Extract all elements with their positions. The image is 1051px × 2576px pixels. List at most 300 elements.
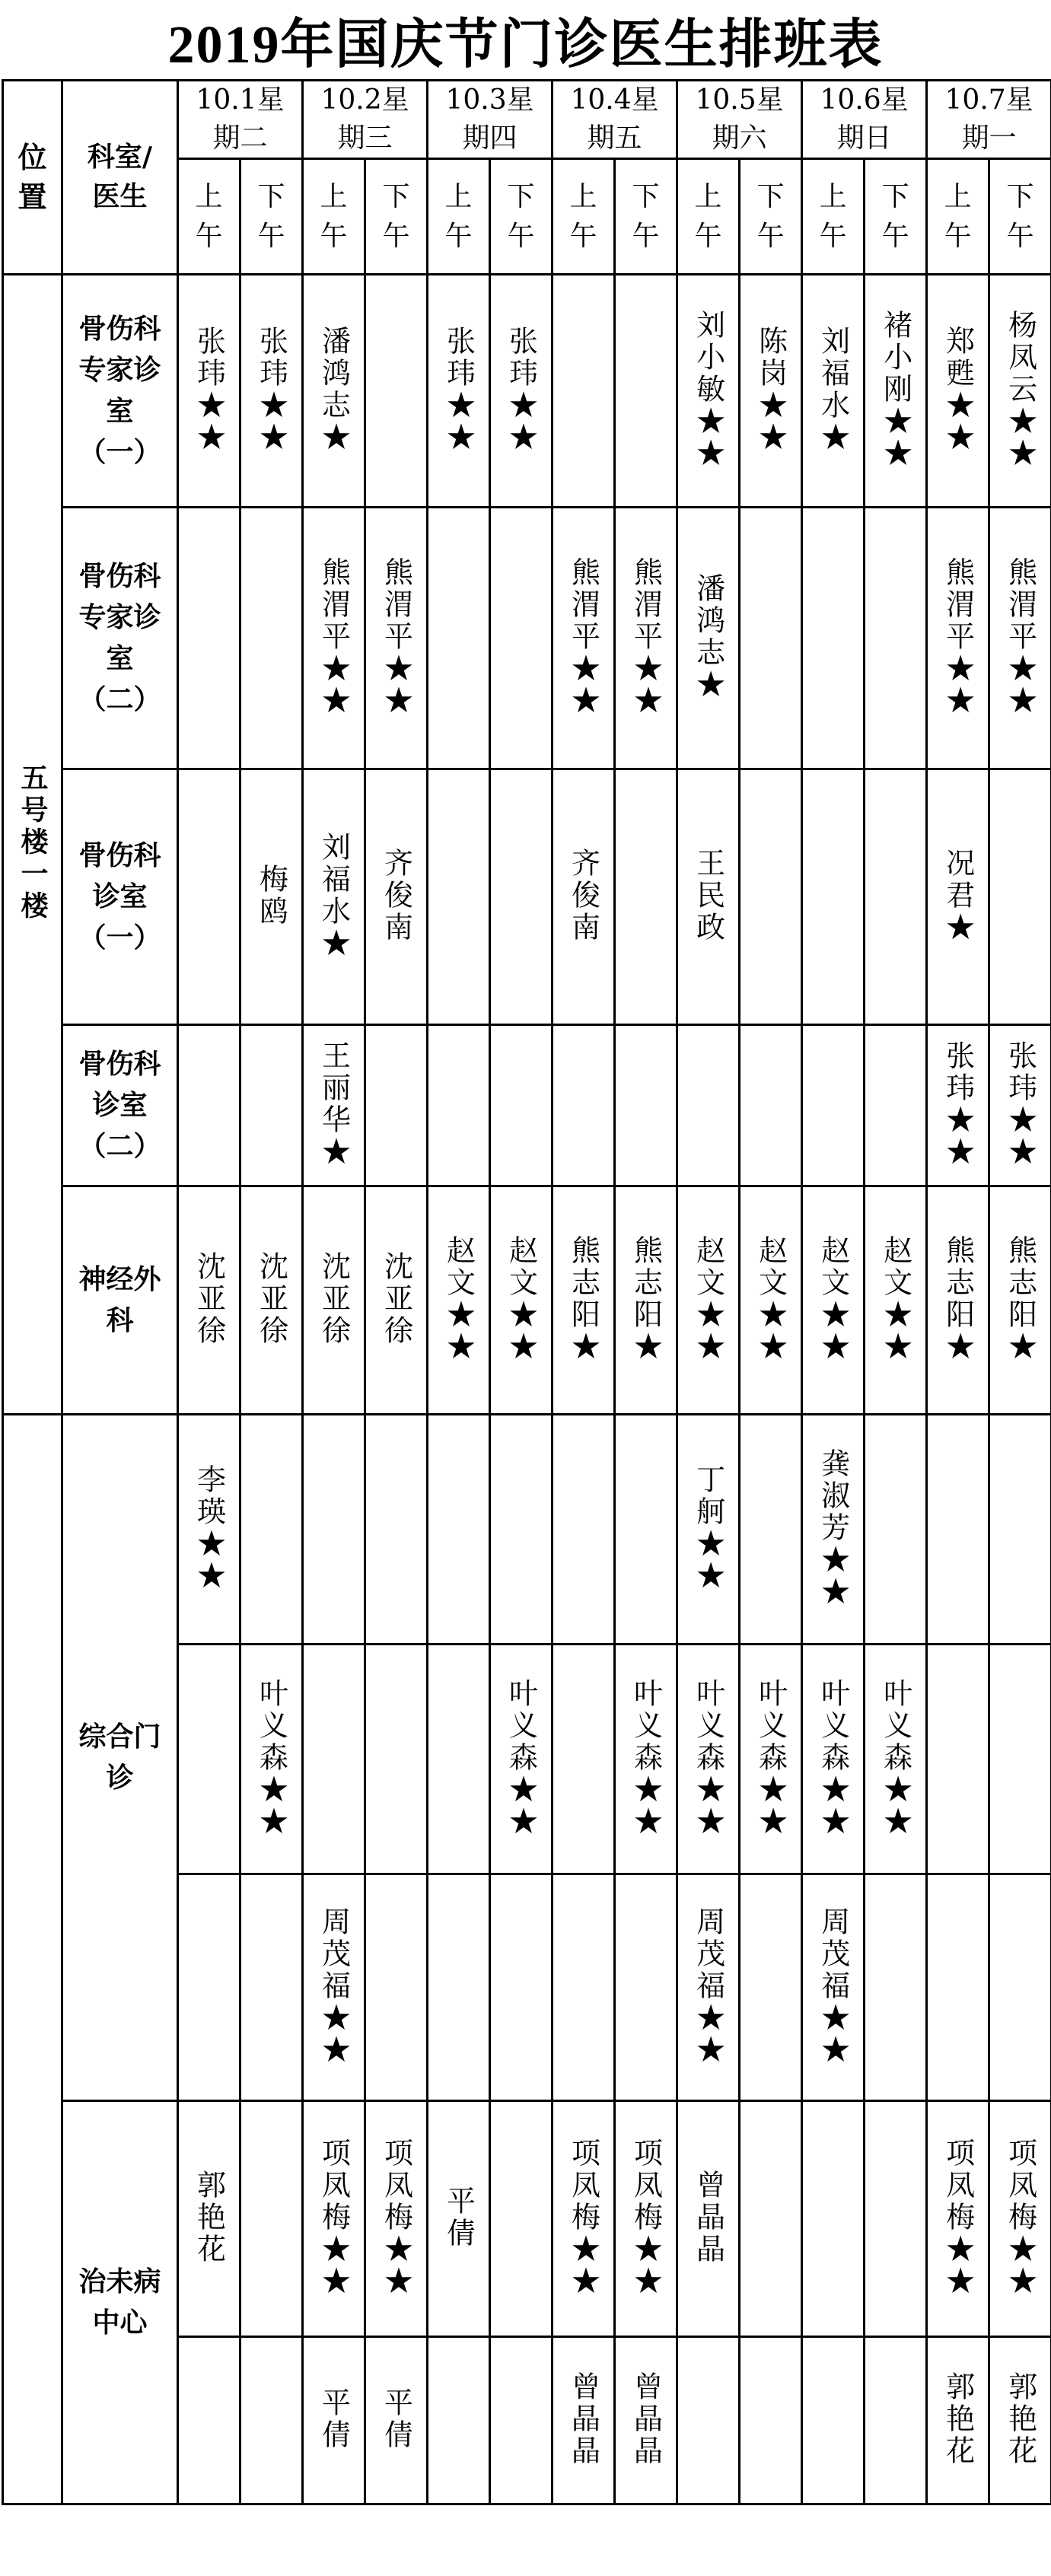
schedule-cell: [740, 2101, 802, 2337]
date-header-1: [178, 81, 303, 159]
doctor-name: 郭艳花: [941, 2371, 975, 2467]
doctor-name: 张玮★★: [941, 1040, 975, 1168]
schedule-cell: [553, 1645, 615, 1874]
doctor-name: 叶义森★★: [254, 1677, 288, 1838]
table-row: [3, 2101, 1051, 2337]
schedule-cell: [865, 2101, 927, 2337]
schedule-cell: [365, 2101, 428, 2337]
doctor-name: 沈亚徐: [254, 1250, 288, 1347]
department-name-line: （一）: [78, 922, 161, 954]
schedule-cell: [553, 1025, 615, 1186]
morning-header-line: 上: [819, 180, 847, 212]
doctor-name: 熊渭平★★: [317, 556, 351, 717]
schedule-cell: [303, 2337, 365, 2504]
afternoon-header: [240, 159, 303, 275]
schedule-cell: [490, 1025, 553, 1186]
schedule-cell: [303, 508, 365, 769]
doctor-name: 周茂福★★: [317, 1906, 351, 2066]
position-header-label: 位置: [18, 141, 47, 214]
department-name-line: （二）: [78, 683, 161, 715]
schedule-cell: [240, 275, 303, 508]
department-name-line: 室: [106, 395, 134, 427]
schedule-cell: [178, 508, 240, 769]
date-header-7-line: 10.7星: [944, 84, 1033, 116]
doctor-name: 熊渭平★★: [1003, 556, 1037, 717]
schedule-cell: [865, 275, 927, 508]
department-name-line: 中心: [92, 2307, 148, 2339]
afternoon-header-line: 下: [881, 180, 909, 212]
schedule-cell: [615, 508, 677, 769]
schedule-cell: [677, 1874, 740, 2101]
schedule-cell: [989, 1415, 1051, 1645]
morning-header-line: 上: [694, 180, 722, 212]
department-name-line: 专家诊: [78, 601, 161, 633]
schedule-cell: [553, 275, 615, 508]
schedule-cell: [178, 769, 240, 1025]
morning-header-line: 午: [195, 220, 223, 252]
doctor-name: 叶义森★★: [504, 1677, 538, 1838]
department-name-line: （一）: [78, 436, 161, 468]
schedule-cell: [989, 1025, 1051, 1186]
schedule-cell: [740, 275, 802, 508]
date-header-7-line: 期一: [961, 123, 1017, 154]
schedule-cell: [927, 1186, 989, 1415]
schedule-cell: [927, 2101, 989, 2337]
schedule-cell: [490, 769, 553, 1025]
schedule-cell: [615, 2337, 677, 2504]
doctor-name: 赵文★★: [753, 1234, 788, 1363]
morning-header-line: 上: [569, 180, 597, 212]
doctor-name: 平倩: [379, 2387, 413, 2451]
schedule-cell: [365, 1645, 428, 1874]
doctor-name: 项凤梅★★: [1003, 2137, 1037, 2297]
date-header-5-line: 10.5星: [695, 84, 784, 116]
schedule-cell: [553, 1415, 615, 1645]
doctor-name: 况君★: [941, 847, 975, 944]
schedule-cell: [927, 275, 989, 508]
date-header-2-line: 10.2星: [320, 84, 409, 116]
dept-doctor-header-line: 医生: [92, 181, 148, 212]
table-row: [3, 769, 1051, 1025]
schedule-cell: [677, 1025, 740, 1186]
schedule-cell: [865, 1186, 927, 1415]
schedule-cell: [615, 1415, 677, 1645]
doctor-name: 赵文★★: [441, 1234, 476, 1363]
schedule-cell: [428, 1415, 490, 1645]
date-header-2-line: 期三: [337, 123, 393, 154]
schedule-cell: [865, 1025, 927, 1186]
doctor-name: 熊渭平★★: [566, 556, 600, 717]
position-label: 五号楼一楼: [17, 763, 48, 923]
morning-header-line: 上: [195, 180, 223, 212]
schedule-cell: [615, 275, 677, 508]
morning-header: [303, 159, 365, 275]
date-header-6: [802, 81, 927, 159]
schedule-cell: [677, 2101, 740, 2337]
doctor-name: 曾晶晶: [566, 2371, 600, 2467]
doctor-name: 周茂福★★: [691, 1906, 725, 2066]
doctor-name: 龚淑芳★★: [816, 1447, 850, 1608]
morning-header-line: 午: [444, 220, 473, 252]
schedule-cell: [178, 1645, 240, 1874]
morning-header: [802, 159, 865, 275]
date-header-7: [927, 81, 1051, 159]
schedule-cell: [677, 769, 740, 1025]
date-header-4: [553, 81, 677, 159]
morning-header-line: 上: [320, 180, 348, 212]
department-name-line: 骨伤科: [78, 313, 161, 345]
date-header-4-line: 10.4星: [570, 84, 659, 116]
doctor-name: 平倩: [317, 2387, 351, 2451]
doctor-name: 熊志阳★: [941, 1234, 975, 1363]
doctor-name: 沈亚徐: [379, 1250, 413, 1347]
doctor-name: 梅鸥: [254, 863, 288, 928]
schedule-cell: [178, 1874, 240, 2101]
morning-header-line: 上: [944, 180, 972, 212]
schedule-cell: [303, 1415, 365, 1645]
schedule-cell: [490, 2101, 553, 2337]
doctor-name: 周茂福★★: [816, 1906, 850, 2066]
schedule-cell: [178, 1186, 240, 1415]
schedule-cell: [802, 508, 865, 769]
schedule-cell: [240, 1645, 303, 1874]
schedule-cell: [615, 2101, 677, 2337]
schedule-cell: [865, 2337, 927, 2504]
schedule-cell: [865, 1874, 927, 2101]
date-header-3: [428, 81, 553, 159]
afternoon-header-line: 下: [1006, 180, 1034, 212]
department-name-line: 专家诊: [78, 354, 161, 386]
doctor-name: 王民政: [691, 847, 725, 944]
schedule-cell: [490, 508, 553, 769]
department-name: [62, 508, 178, 769]
schedule-cell: [802, 1025, 865, 1186]
doctor-name: 赵文★★: [504, 1234, 538, 1363]
schedule-cell: [240, 769, 303, 1025]
department-name-line: 骨伤科: [78, 839, 161, 871]
schedule-cell: [303, 769, 365, 1025]
schedule-cell: [553, 769, 615, 1025]
table-row: [3, 1186, 1051, 1415]
table-row: [3, 1415, 1051, 1645]
morning-header-line: 午: [819, 220, 847, 252]
schedule-cell: [178, 2337, 240, 2504]
doctor-name: 潘鸿志★: [317, 325, 351, 454]
schedule-cell: [240, 1874, 303, 2101]
date-header-2: [303, 81, 428, 159]
schedule-cell: [240, 508, 303, 769]
doctor-name: 刘小敏★★: [691, 309, 725, 470]
doctor-name: 郑甦★★: [941, 325, 975, 454]
schedule-cell: [365, 2337, 428, 2504]
department-name-line: 综合门: [78, 1721, 161, 1753]
afternoon-header-line: 午: [1006, 220, 1034, 252]
schedule-cell: [989, 769, 1051, 1025]
doctor-name: 项凤梅★★: [379, 2137, 413, 2297]
date-header-1-line: 10.1星: [196, 84, 285, 116]
afternoon-header: [365, 159, 428, 275]
doctor-name: 熊渭平★★: [941, 556, 975, 717]
doctor-name: 张玮★★: [441, 325, 476, 454]
schedule-cell: [428, 2337, 490, 2504]
morning-header: [428, 159, 490, 275]
schedule-cell: [740, 1645, 802, 1874]
department-name-line: 骨伤科: [78, 1048, 161, 1080]
doctor-name: 曾晶晶: [629, 2371, 663, 2467]
morning-header: [178, 159, 240, 275]
date-header-6-line: 期日: [836, 123, 892, 154]
doctor-name: 王丽华★: [317, 1040, 351, 1168]
afternoon-header-line: 下: [756, 180, 785, 212]
schedule-cell: [989, 2337, 1051, 2504]
page-title: 2019年国庆节门诊医生排班表: [167, 15, 884, 75]
schedule-cell: [989, 2101, 1051, 2337]
doctor-name: 曾晶晶: [691, 2169, 725, 2266]
schedule-cell: [865, 1415, 927, 1645]
schedule-cell: [740, 1025, 802, 1186]
date-header-4-line: 期五: [587, 123, 642, 154]
doctor-name: 刘福水★: [317, 831, 351, 960]
doctor-name: 杨凤云★★: [1003, 309, 1037, 470]
date-header-5-line: 期六: [712, 123, 767, 154]
doctor-name: 郭艳花: [1003, 2371, 1037, 2467]
schedule-cell: [553, 2337, 615, 2504]
department-name-line: 神经外: [78, 1263, 161, 1295]
schedule-cell: [927, 2337, 989, 2504]
schedule-cell: [365, 1186, 428, 1415]
department-name: [62, 275, 178, 508]
afternoon-header-line: 午: [507, 220, 535, 252]
doctor-name: 张玮★★: [192, 325, 226, 454]
schedule-cell: [490, 275, 553, 508]
schedule-cell: [927, 769, 989, 1025]
doctor-name: 熊志阳★: [566, 1234, 600, 1363]
morning-header: [553, 159, 615, 275]
schedule-cell: [553, 508, 615, 769]
date-header-3-line: 10.3星: [445, 84, 534, 116]
schedule-cell: [865, 1645, 927, 1874]
schedule-cell: [865, 508, 927, 769]
department-name-line: 室: [106, 642, 134, 674]
schedule-cell: [740, 1415, 802, 1645]
schedule-cell: [677, 1186, 740, 1415]
schedule-cell: [178, 1025, 240, 1186]
schedule-cell: [802, 2101, 865, 2337]
schedule-cell: [989, 508, 1051, 769]
schedule-cell: [365, 275, 428, 508]
schedule-cell: [989, 1645, 1051, 1874]
doctor-name: 项凤梅★★: [317, 2137, 351, 2297]
schedule-cell: [178, 2101, 240, 2337]
schedule-cell: [428, 1645, 490, 1874]
schedule-cell: [303, 1025, 365, 1186]
schedule-cell: [989, 1186, 1051, 1415]
doctor-name: 潘鸿志★: [691, 572, 725, 701]
doctor-name: 齐俊南: [379, 847, 413, 944]
doctor-name: 郭艳花: [192, 2169, 226, 2266]
schedule-cell: [740, 508, 802, 769]
afternoon-header-line: 午: [632, 220, 660, 252]
afternoon-header-line: 下: [632, 180, 660, 212]
schedule-cell: [240, 1415, 303, 1645]
schedule-cell: [303, 2101, 365, 2337]
doctor-name: 项凤梅★★: [941, 2137, 975, 2297]
schedule-cell: [303, 275, 365, 508]
schedule-cell: [240, 1186, 303, 1415]
doctor-name: 刘福水★: [816, 325, 850, 454]
doctor-name: 赵文★★: [816, 1234, 850, 1363]
schedule-cell: [240, 2337, 303, 2504]
department-name-line: 治未病: [78, 2266, 161, 2297]
schedule-cell: [802, 2337, 865, 2504]
schedule-cell: [365, 1415, 428, 1645]
schedule-cell: [240, 2101, 303, 2337]
schedule-cell: [365, 1025, 428, 1186]
schedule-cell: [615, 1874, 677, 2101]
doctor-name: 沈亚徐: [317, 1250, 351, 1347]
doctor-name: 赵文★★: [691, 1234, 725, 1363]
department-name: [62, 1415, 178, 2101]
doctor-name: 李瑛★★: [192, 1463, 226, 1592]
morning-header-line: 午: [320, 220, 348, 252]
schedule-cell: [927, 1025, 989, 1186]
dept-doctor-header: [62, 81, 178, 275]
schedule-cell: [740, 2337, 802, 2504]
schedule-cell: [802, 769, 865, 1025]
department-name-line: 诊室: [92, 880, 148, 912]
date-header-1-line: 期二: [212, 123, 268, 154]
schedule-cell: [490, 1874, 553, 2101]
doctor-name: 叶义森★★: [629, 1677, 663, 1838]
schedule-cell: [677, 508, 740, 769]
schedule-cell: [428, 769, 490, 1025]
date-header-5: [677, 81, 802, 159]
doctor-name: 熊渭平★★: [629, 556, 663, 717]
schedule-cell: [927, 508, 989, 769]
schedule-cell: [303, 1186, 365, 1415]
schedule-cell: [865, 769, 927, 1025]
schedule-cell: [490, 1186, 553, 1415]
schedule-cell: [802, 1186, 865, 1415]
department-name-line: 科: [106, 1304, 134, 1336]
doctor-name: 叶义森★★: [816, 1677, 850, 1838]
schedule-cell: [490, 2337, 553, 2504]
department-name-line: 骨伤科: [78, 560, 161, 592]
doctor-name: 沈亚徐: [192, 1250, 226, 1347]
schedule-cell: [428, 1874, 490, 2101]
position-cell: [3, 275, 62, 1415]
morning-header: [927, 159, 989, 275]
schedule-cell: [240, 1025, 303, 1186]
morning-header-line: 午: [569, 220, 597, 252]
morning-header-line: 午: [694, 220, 722, 252]
afternoon-header-line: 午: [257, 220, 285, 252]
schedule-cell: [677, 1645, 740, 1874]
schedule-cell: [989, 1874, 1051, 2101]
table-row: [3, 1025, 1051, 1186]
schedule-cell: [740, 1874, 802, 2101]
doctor-name: 熊志阳★: [1003, 1234, 1037, 1363]
afternoon-header: [615, 159, 677, 275]
schedule-cell: [927, 1415, 989, 1645]
table-row: [3, 508, 1051, 769]
doctor-name: 齐俊南: [566, 847, 600, 944]
afternoon-header: [490, 159, 553, 275]
schedule-cell: [178, 275, 240, 508]
schedule-cell: [553, 1874, 615, 2101]
doctor-name: 丁舸★★: [691, 1463, 725, 1592]
afternoon-header-line: 下: [507, 180, 535, 212]
schedule-cell: [615, 1025, 677, 1186]
schedule-cell: [615, 1186, 677, 1415]
schedule-cell: [553, 1186, 615, 1415]
schedule-cell: [365, 769, 428, 1025]
doctor-name: 叶义森★★: [878, 1677, 912, 1838]
schedule-cell: [927, 1874, 989, 2101]
schedule-cell: [365, 508, 428, 769]
schedule-cell: [677, 1415, 740, 1645]
schedule-cell: [740, 769, 802, 1025]
schedule-cell: [677, 275, 740, 508]
doctor-name: 熊渭平★★: [379, 556, 413, 717]
table-row: [3, 275, 1051, 508]
doctor-name: 陈岗★★: [753, 325, 788, 454]
schedule-cell: [428, 1186, 490, 1415]
schedule-cell: [428, 275, 490, 508]
schedule-cell: [553, 2101, 615, 2337]
schedule-cell: [303, 1874, 365, 2101]
doctor-name: 张玮★★: [1003, 1040, 1037, 1168]
schedule-cell: [927, 1645, 989, 1874]
afternoon-header-line: 午: [881, 220, 909, 252]
doctor-name: 熊志阳★: [629, 1234, 663, 1363]
doctor-name: 叶义森★★: [691, 1677, 725, 1838]
afternoon-header-line: 午: [756, 220, 785, 252]
schedule-cell: [428, 508, 490, 769]
schedule-cell: [740, 1186, 802, 1415]
doctor-name: 赵文★★: [878, 1234, 912, 1363]
department-name-line: 诊: [106, 1762, 134, 1794]
schedule-cell: [802, 1874, 865, 2101]
schedule-cell: [802, 1645, 865, 1874]
department-name: [62, 1025, 178, 1186]
afternoon-header: [865, 159, 927, 275]
doctor-name: 项凤梅★★: [629, 2137, 663, 2297]
schedule-cell: [677, 2337, 740, 2504]
morning-header-line: 上: [444, 180, 473, 212]
position-cell: [3, 1415, 62, 2504]
doctor-name: 褚小刚★★: [878, 309, 912, 470]
schedule-cell: [490, 1645, 553, 1874]
department-name: [62, 2101, 178, 2504]
department-name-line: 诊室: [92, 1089, 148, 1121]
date-header-6-line: 10.6星: [820, 84, 909, 116]
dept-doctor-header-line: 科室/: [87, 142, 153, 173]
schedule-cell: [802, 275, 865, 508]
morning-header: [677, 159, 740, 275]
schedule-cell: [989, 275, 1051, 508]
schedule-cell: [178, 1415, 240, 1645]
afternoon-header: [989, 159, 1051, 275]
schedule-cell: [615, 769, 677, 1025]
doctor-name: 项凤梅★★: [566, 2137, 600, 2297]
afternoon-header-line: 下: [382, 180, 410, 212]
afternoon-header: [740, 159, 802, 275]
position-header: [3, 81, 62, 275]
schedule-cell: [615, 1645, 677, 1874]
doctor-name: 张玮★★: [504, 325, 538, 454]
morning-header-line: 午: [944, 220, 972, 252]
